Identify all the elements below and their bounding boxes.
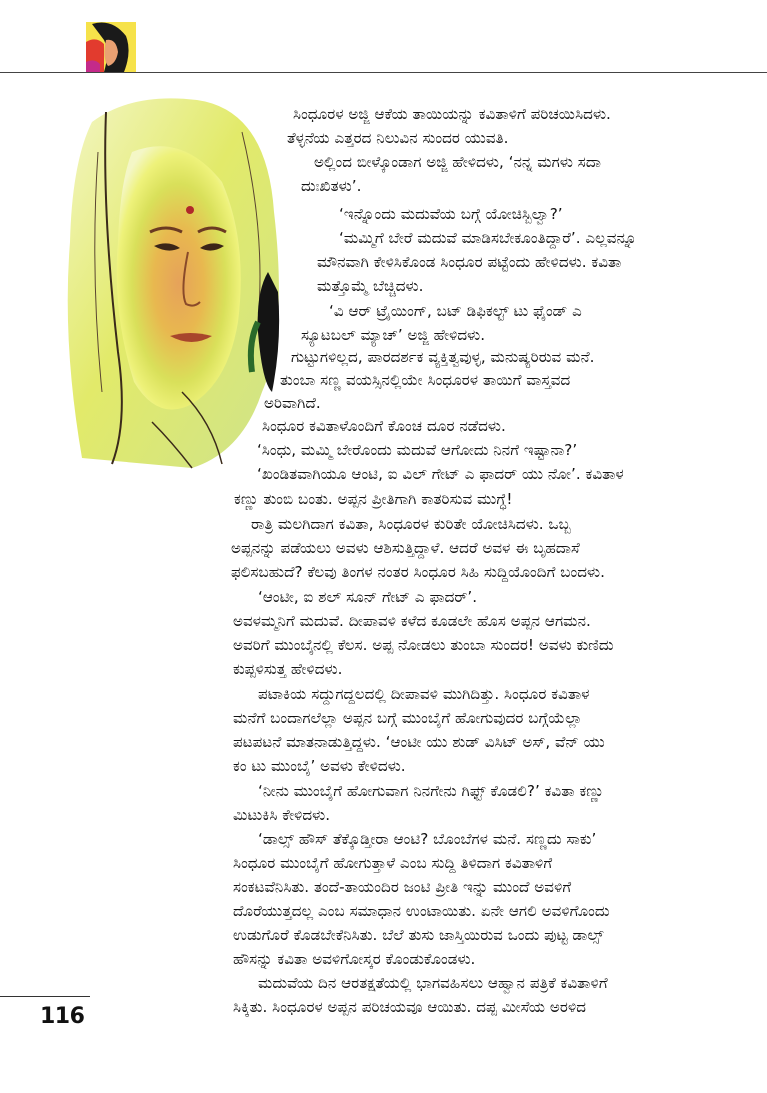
- text-line: ಮತ್ತೊಮ್ಮೆ ಬೆಚ್ಚಿದಳು.: [317, 277, 424, 295]
- text-line: ತೆಳ್ಳನೆಯ ಎತ್ತರದ ನಿಲುವಿನ ಸುಂದರ ಯುವತಿ.: [287, 129, 509, 147]
- text-line: ‘ವಿ ಆರ್ ಟ್ರೈಯಿಂಗ್, ಬಟ್ ಡಿಫಿಕಲ್ಟ್ ಟು ಫೈಂಡ್ ಎ: [329, 302, 582, 320]
- top-rule: [0, 72, 767, 73]
- section-logo-icon: [86, 22, 136, 72]
- text-line: ಅಪ್ಪನನ್ನು ಪಡೆಯಲು ಅವಳು ಆಶಿಸುತ್ತಿದ್ದಾಳೆ. ಆದರೆ ಅವಳ ಈ ಬೃಹದಾಸೆ: [231, 539, 580, 557]
- text-line: ಸಂಕಟವೆನಿಸಿತು. ತಂದೆ-ತಾಯಂದಿರ ಜಂಟಿ ಪ್ರೀತಿ ಇನ್ನು ಮುಂದೆ ಅವಳಿಗೆ: [233, 878, 572, 896]
- text-line: ‘ಆಂಟೀ, ಐ ಶಲ್ ಸೂನ್ ಗೇಟ್ ಎ ಫಾದರ್’.: [258, 588, 478, 606]
- text-line: ಮನೆಗೆ ಬಂದಾಗಲೆಲ್ಲಾ ಅಪ್ಪನ ಬಗ್ಗೆ ಮುಂಬೈಗೆ ಹೋಗುವುದರ ಬಗ್ಗೆಯೆಲ್ಲಾ: [233, 709, 583, 727]
- text-line: ಅವಳಮ್ಮನಿಗೆ ಮದುವೆ. ದೀಪಾವಳಿ ಕಳೆದ ಕೂಡಲೇ ಹೊಸ ಅಪ್ಪನ ಆಗಮನ.: [233, 612, 591, 630]
- text-line: ಸ್ಯೂಟಬಲ್ ಮ್ಯಾಚ್’ ಅಜ್ಜಿ ಹೇಳಿದಳು.: [301, 326, 486, 344]
- text-line: ಹೌಸನ್ನು ಕವಿತಾ ಅವಳಿಗೋಸ್ಕರ ಕೊಂಡುಕೊಂಡಳು.: [233, 950, 476, 968]
- text-line: ಕುಪ್ಪಳಿಸುತ್ತ ಹೇಳಿದಳು.: [233, 660, 343, 678]
- text-line: ‘ಖಂಡಿತವಾಗಿಯೂ ಆಂಟಿ, ಐ ವಿಲ್ ಗೇಟ್ ಎ ಫಾದರ್ ಯು ನೋ’. ಕವಿತಾಳ: [257, 465, 624, 483]
- text-line: ಅರಿವಾಗಿದೆ.: [264, 394, 321, 412]
- text-line: ತುಂಬಾ ಸಣ್ಣ ವಯಸ್ಸಿನಲ್ಲಿಯೇ ಸಿಂಧೂರಳ ತಾಯಿಗೆ ವಾಸ್ತವದ: [280, 371, 571, 389]
- text-line: ಅಲ್ಲಿಂದ ಬೀಳ್ಕೊಂಡಾಗ ಅಜ್ಜಿ ಹೇಳಿದಳು, ‘ನನ್ನ ಮಗಳು ಸದಾ: [314, 153, 602, 171]
- text-line: ಕಂ ಟು ಮುಂಬೈ’ ಅವಳು ಕೇಳಿದಳು.: [233, 757, 406, 775]
- text-line: ‘ಸಿಂಧು, ಮಮ್ಮಿ ಬೇರೊಂದು ಮದುವೆ ಆಗೋದು ನಿನಗೆ ಇಷ್ಟಾನಾ?’: [257, 441, 578, 459]
- text-line: ಮದುವೆಯ ದಿನ ಆರತಕ್ಷತೆಯಲ್ಲಿ ಭಾಗವಹಿಸಲು ಆಹ್ವಾನ ಪತ್ರಿಕೆ ಕವಿತಾಳಿಗೆ: [258, 974, 608, 992]
- text-line: ಮೌನವಾಗಿ ಕೇಳಿಸಿಕೊಂಡ ಸಿಂಧೂರ ಪಟ್ಟೆಂದು ಹೇಳಿದಳು. ಕವಿತಾ: [317, 253, 622, 271]
- page-number: 116: [40, 1004, 85, 1029]
- text-line: ಸಿಂಧೂರಳ ಅಜ್ಜಿ ಆಕೆಯ ತಾಯಿಯನ್ನು ಕವಿತಾಳಿಗೆ ಪರಿಚಯಿಸಿದಳು.: [293, 105, 611, 123]
- text-line: ಸಿಂಧೂರ ಮುಂಬೈಗೆ ಹೋಗುತ್ತಾಳೆ ಎಂಬ ಸುದ್ದಿ ತಿಳಿದಾಗ ಕವಿತಾಳಿಗೆ: [233, 854, 553, 872]
- text-line: ‘ಮಮ್ಮಿಗೆ ಬೇರೆ ಮದುವೆ ಮಾಡಿಸಬೇಕೂಂತಿದ್ದಾರೆ’. ಎಲ್ಲವನ್ನೂ: [339, 229, 637, 247]
- text-line: ‘ನೀನು ಮುಂಬೈಗೆ ಹೋಗುವಾಗ ನಿನಗೇನು ಗಿಫ್ಟ್ ಕೊಡಲಿ?’ ಕವಿತಾ ಕಣ್ಣು: [258, 782, 605, 800]
- text-line: ಅವರಿಗೆ ಮುಂಬೈನಲ್ಲಿ ಕೆಲಸ. ಅಪ್ಪ ನೋಡಲು ತುಂಬಾ ಸುಂದರ! ಅವಳು ಕುಣಿದು: [233, 636, 614, 654]
- footer-rule: [0, 996, 90, 997]
- text-line: ದುಃಖಿತಳು’.: [301, 177, 362, 195]
- text-line: ‘ಇನ್ನೊಂದು ಮದುವೆಯ ಬಗ್ಗೆ ಯೋಚಿಸ್ಬಿಲ್ವಾ?’: [339, 205, 563, 223]
- text-line: ಉಡುಗೊರೆ ಕೊಡಬೇಕೆನಿಸಿತು. ಬೆಲೆ ತುಸು ಜಾಸ್ತಿಯಿರುವ ಒಂದು ಪುಟ್ಟ ಡಾಲ್ಸ್: [233, 926, 604, 944]
- text-line: ಗುಟ್ಟುಗಳಿಲ್ಲದ, ಪಾರದರ್ಶಕ ವ್ಯಕ್ತಿತ್ವವುಳ್ಳ, ಮನುಷ್ಯರಿರುವ ಮನೆ.: [291, 348, 595, 366]
- text-line: ಸಿಕ್ಕಿತು. ಸಿಂಧೂರಳ ಅಪ್ಪನ ಪರಿಚಯವೂ ಆಯಿತು. ದಪ್ಪ ಮೀಸೆಯ ಅರಳಿದ: [233, 998, 587, 1016]
- text-line: ಫಲಿಸಬಹುದೆ? ಕೆಲವು ತಿಂಗಳ ನಂತರ ಸಿಂಧೂರ ಸಿಹಿ ಸುದ್ದಿಯೊಂದಿಗೆ ಬಂದಳು.: [231, 563, 605, 581]
- text-line: ದೊರೆಯುತ್ತದಲ್ಲ ಎಂಬ ಸಮಾಧಾನ ಉಂಟಾಯಿತು. ಏನೇ ಆಗಲಿ ಅವಳಿಗೊಂದು: [233, 902, 610, 920]
- text-line: ಕಣ್ಣು ತುಂಬಿ ಬಂತು. ಅಪ್ಪನ ಪ್ರೀತಿಗಾಗಿ ಕಾತರಿಸುವ ಮುಗ್ಧೆ!: [234, 490, 513, 508]
- text-line: ಸಿಂಧೂರ ಕವಿತಾಳೊಂದಿಗೆ ಕೊಂಚ ದೂರ ನಡೆದಳು.: [262, 417, 506, 435]
- text-line: ಮಿಟುಕಿಸಿ ಕೇಳಿದಳು.: [233, 806, 331, 824]
- text-line: ಪಟಪಟನೆ ಮಾತನಾಡುತ್ತಿದ್ದಳು. ‘ಆಂಟೀ ಯು ಶುಡ್ ವಿಸಿಟ್ ಅಸ್, ವೆನ್ ಯು: [233, 733, 605, 751]
- portrait-illustration: [62, 92, 288, 472]
- text-line: ‘ಡಾಲ್ಸ್ ಹೌಸ್ ತೆಕ್ಕೊಡ್ತೀರಾ ಆಂಟಿ? ಬೊಂಬೆಗಳ ಮನೆ. ಸಣ್ಣದು ಸಾಕು’: [258, 830, 597, 848]
- text-line: ಪಟಾಕಿಯ ಸದ್ದುಗದ್ದಲದಲ್ಲಿ ದೀಪಾವಳಿ ಮುಗಿದಿತ್ತು. ಸಿಂಧೂರ ಕವಿತಾಳ: [258, 685, 590, 703]
- text-line: ರಾತ್ರಿ ಮಲಗಿದಾಗ ಕವಿತಾ, ಸಿಂಧೂರಳ ಕುರಿತೇ ಯೋಚಿಸಿದಳು. ಒಬ್ಬ: [251, 515, 571, 533]
